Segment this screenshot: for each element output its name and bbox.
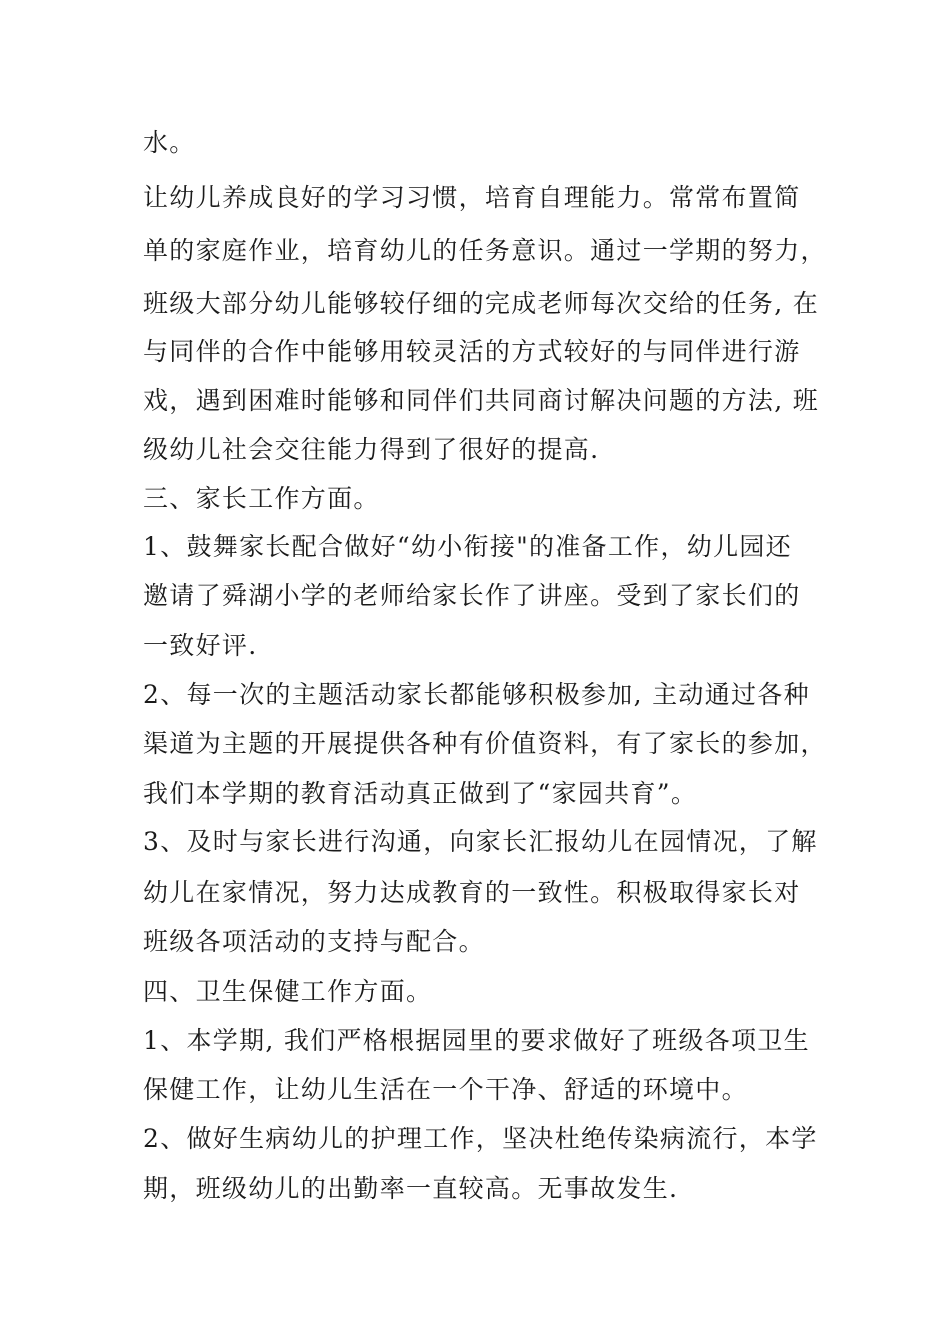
text-line: 一致好评. (143, 631, 258, 660)
text-line: 单的家庭作业，培育幼儿的任务意识。通过一学期的努力， (143, 236, 827, 265)
text-line: 让幼儿养成良好的学习习惯，培育自理能力。常常布置简 (143, 183, 801, 212)
section-heading: 三、家长工作方面。 (143, 484, 380, 513)
text-line: 3、及时与家长进行沟通，向家长汇报幼儿在园情况，了解 (143, 827, 818, 856)
text-line: 戏，遇到困难时能够和同伴们共同商讨解决问题的方法, 班 (143, 386, 819, 415)
text-line: 班级大部分幼儿能够较仔细的完成老师每次交给的任务, 在 (143, 289, 819, 318)
text-line: 级幼儿社会交往能力得到了很好的提高. (143, 435, 600, 464)
text-line: 期，班级幼儿的出勤率一直较高。无事故发生. (143, 1174, 679, 1203)
text-line: 1、本学期, 我们严格根据园里的要求做好了班级各项卫生 (143, 1026, 810, 1055)
text-line: 保健工作，让幼儿生活在一个干净、舒适的环境中。 (143, 1075, 748, 1104)
text-line: 邀请了舜湖小学的老师给家长作了讲座。受到了家长们的 (143, 581, 801, 610)
text-line: 2、做好生病幼儿的护理工作，坚决杜绝传染病流行，本学 (143, 1124, 818, 1153)
text-line: 水。 (143, 128, 196, 157)
text-line: 与同伴的合作中能够用较灵活的方式较好的与同伴进行游 (143, 337, 801, 366)
text-line: 2、每一次的主题活动家长都能够积极参加, 主动通过各种 (143, 680, 810, 709)
text-line: 渠道为主题的开展提供各种有价值资料，有了家长的参加， (143, 729, 827, 758)
text-line: 我们本学期的教育活动真正做到了“家园共育”。 (143, 779, 698, 808)
section-heading: 四、卫生保健工作方面。 (143, 977, 433, 1006)
text-line: 幼儿在家情况，努力达成教育的一致性。积极取得家长对 (143, 878, 801, 907)
text-line: 班级各项活动的支持与配合。 (143, 927, 485, 956)
text-line: 1、鼓舞家长配合做好“幼小衔接"的准备工作，幼儿园还 (143, 532, 792, 561)
